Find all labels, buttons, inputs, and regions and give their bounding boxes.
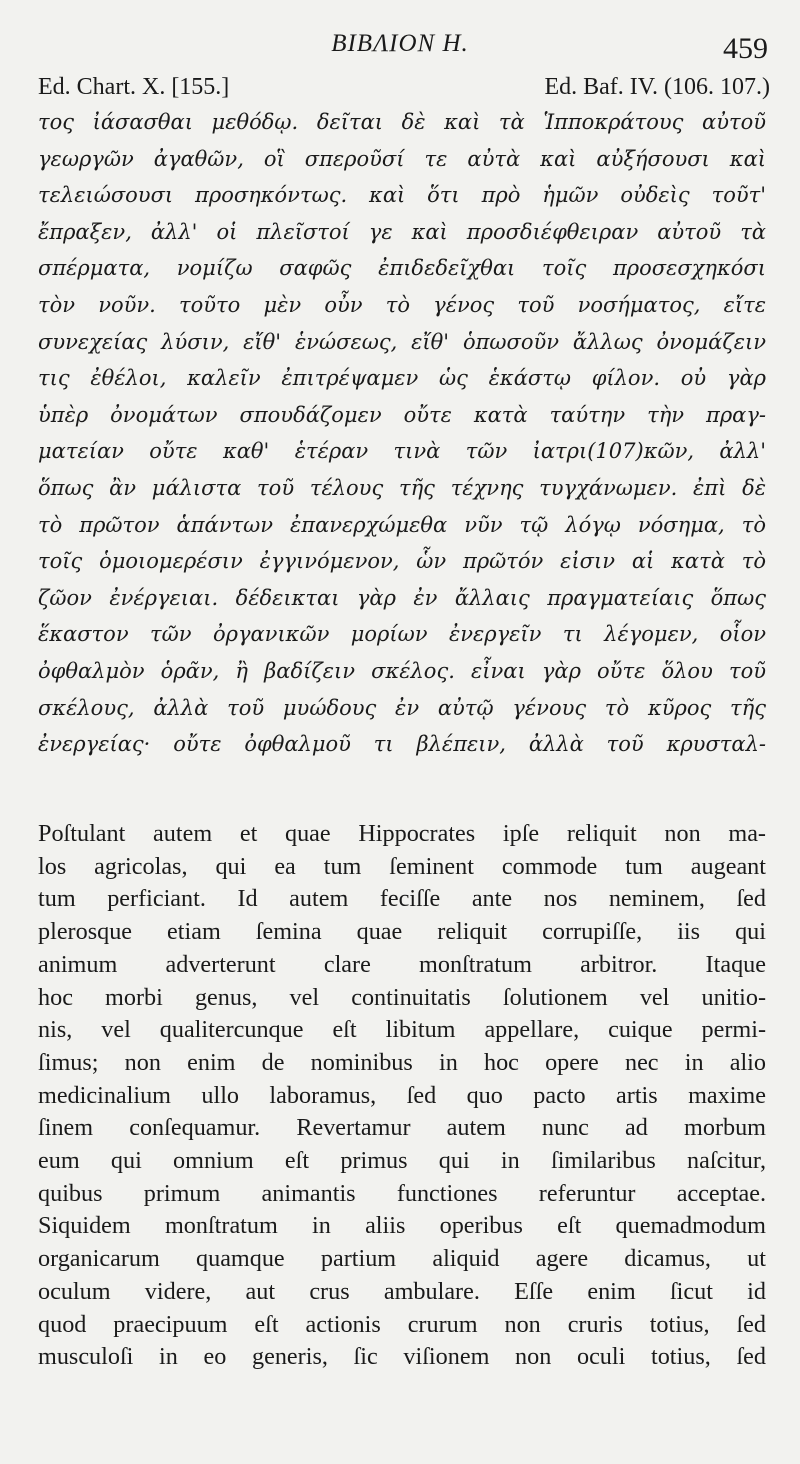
- greek-line: τις ἐθέλοι, καλεῖν ἐπιτρέψαμεν ὡς ἑκάστῳ φίλον. οὐ γὰρ: [38, 366, 766, 391]
- running-head: BIBΛΙΟΝ H.: [331, 30, 469, 57]
- latin-line: oculum videre, aut crus ambulare. Eſſe enim ſicut id: [38, 1277, 766, 1305]
- latin-line: animum adverterunt clare monſtratum arbitror. Itaque: [38, 950, 766, 978]
- greek-line: ζῶον ἐνέργειαι. δέδεικται γὰρ ἐν ἄλλαις πραγματείαις ὅπως: [38, 585, 766, 610]
- greek-line: τὸν νοῦν. τοῦτο μὲν οὖν τὸ γένος τοῦ νοσήματος, εἴτε: [38, 292, 766, 317]
- latin-line: medicinalium ullo laboramus, ſed quo pacto artis maxime: [38, 1081, 766, 1109]
- greek-line: τὸ πρῶτον ἁπάντων ἐπανερχώμεθα νῦν τῷ λόγῳ νόσημα, τὸ: [38, 512, 766, 537]
- latin-line: eum qui omnium eſt primus qui in ſimilaribus naſcitur,: [38, 1147, 766, 1175]
- greek-line: τελειώσουσι προσηκόντως. καὶ ὅτι πρὸ ἡμῶν οὐδεὶς τοῦτ': [38, 183, 766, 208]
- latin-line: Siquidem monſtratum in aliis operibus eſt quemadmodum: [38, 1212, 766, 1240]
- latin-line: nis, vel qualitercunque eſt libitum appellare, cuique permi-: [38, 1016, 766, 1044]
- edition-chart: Ed. Chart. X. [155.]: [38, 74, 230, 100]
- greek-line: σπέρματα, νομίζω σαφῶς ἐπιδεδεῖχθαι τοῖς προσεσχηκόσι: [38, 256, 766, 281]
- edition-line: [38, 74, 770, 101]
- greek-line: τοῖς ὁμοιομερέσιν ἐγγινόμενον, ὧν πρῶτόν εἰσιν αἱ κατὰ τὸ: [38, 549, 766, 574]
- page-number: 459: [723, 32, 768, 65]
- greek-line: σκέλους, ἀλλὰ τοῦ μυώδους ἐν αὐτῷ γένους τὸ κῦρος τῆς: [38, 695, 766, 720]
- latin-line: Poſtulant autem et quae Hippocrates ipſe reliquit non ma-: [38, 820, 766, 847]
- greek-text: [38, 104, 766, 763]
- edition-basel: Ed. Baf. IV. (106. 107.): [544, 74, 770, 100]
- latin-line: tum perficiant. Id autem feciſſe ante nos neminem, ſed: [38, 885, 766, 913]
- latin-line: los agricolas, qui ea tum ſeminent commode tum augeant: [38, 852, 766, 880]
- latin-line: hoc morbi genus, vel continuitatis ſolutionem vel unitio-: [38, 983, 766, 1011]
- greek-line: γεωργῶν ἀγαθῶν, οἳ σπεροῦσί τε αὐτὰ καὶ αὐξήσουσι καὶ: [38, 146, 766, 171]
- greek-line: ὑπὲρ ὀνομάτων σπουδάζομεν οὔτε κατὰ ταύτην τὴν πραγ-: [38, 402, 766, 427]
- greek-line: ἕκαστον τῶν ὀργανικῶν μορίων ἐνεργεῖν τι λέγομεν, οἷον: [38, 622, 766, 647]
- greek-line: συνεχείας λύσιν, εἴθ' ἑνώσεως, εἴθ' ὁπωσοῦν ἄλλως ὀνομάζειν: [38, 329, 766, 354]
- latin-line: plerosque etiam ſemina quae reliquit corrupiſſe, iis qui: [38, 918, 766, 946]
- greek-line: ὅπως ἂν μάλιστα τοῦ τέλους τῆς τέχνης τυγχάνωμεν. ἐπὶ δὲ: [38, 475, 766, 500]
- greek-line: τος ἰάσασθαι μεθόδῳ. δεῖται δὲ καὶ τὰ Ἱπποκράτους αὐτοῦ: [38, 110, 766, 134]
- greek-line: ματείαν οὔτε καθ' ἑτέραν τινὰ τῶν ἰατρι(107)κῶν, ἀλλ': [38, 439, 766, 464]
- latin-line: ſimus; non enim de nominibus in hoc opere nec in alio: [38, 1048, 766, 1076]
- latin-text: [38, 818, 766, 1374]
- latin-line: quod praecipuum eſt actionis crurum non cruris totius, ſed: [38, 1310, 766, 1338]
- greek-line: ἔπραξεν, ἀλλ' οἱ πλεῖστοί γε καὶ προσδιέφθειραν αὐτοῦ τὰ: [38, 219, 766, 244]
- latin-line: ſinem conſequamur. Revertamur autem nunc ad morbum: [38, 1114, 766, 1142]
- greek-line: ὀφθαλμὸν ὁρᾶν, ἢ βαδίζειν σκέλος. εἶναι γὰρ οὔτε ὅλου τοῦ: [38, 658, 766, 683]
- latin-line: quibus primum animantis functiones referuntur acceptae.: [38, 1179, 766, 1207]
- greek-line: ἐνεργείας· οὔτε ὀφθαλμοῦ τι βλέπειν, ἀλλὰ τοῦ κρυσταλ-: [38, 732, 766, 757]
- latin-line: organicarum quamque partium aliquid agere dicamus, ut: [38, 1245, 766, 1273]
- latin-line: musculoſi in eo generis, ſic viſionem non oculi totius, ſed: [38, 1343, 766, 1371]
